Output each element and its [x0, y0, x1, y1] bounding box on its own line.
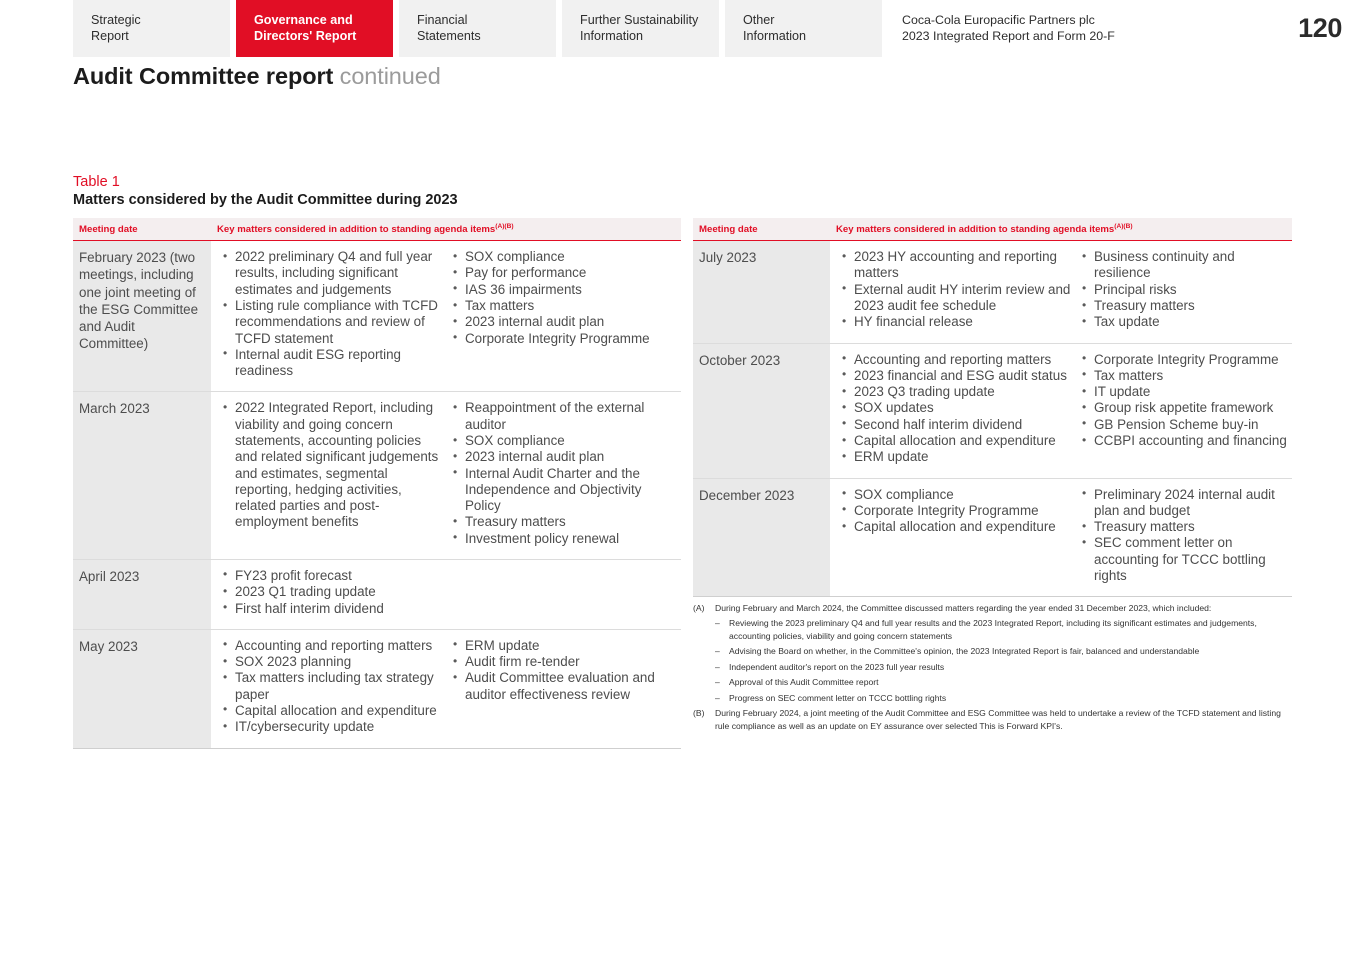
list-item: • 2023 Q1 trading update	[220, 584, 444, 600]
list-item: • Group risk appetite framework	[1079, 400, 1288, 416]
key-matters-columns	[211, 400, 677, 547]
footnote-a	[693, 602, 1293, 704]
column-header-meeting-date-right: Meeting date	[693, 218, 830, 241]
footnote-a-subitem	[693, 692, 1293, 704]
list-item: • Accounting and reporting matters	[839, 352, 1073, 368]
key-matters-columns	[830, 352, 1288, 466]
list-item: • Tax matters	[450, 298, 677, 314]
list-item: • Second half interim dividend	[839, 417, 1073, 433]
key-matters-cell	[830, 343, 1292, 478]
list-item: • Corporate Integrity Programme	[450, 331, 677, 347]
key-matters-columns	[830, 487, 1288, 585]
key-matters-list-b	[1073, 487, 1288, 585]
footnote-dash: –	[715, 646, 720, 657]
tab-financial-line2: Statements	[417, 28, 481, 43]
table-label: Table 1	[73, 174, 120, 190]
tab-governance-line2: Directors' Report	[254, 28, 357, 43]
list-item: • Audit Committee evaluation and auditor effectiveness review	[450, 670, 677, 703]
table-row	[693, 478, 1292, 597]
meeting-date-cell: October 2023	[693, 343, 830, 478]
list-item: • SOX 2023 planning	[220, 654, 444, 670]
tab-financial-line1: Financial	[417, 13, 468, 28]
table-left-head	[73, 218, 681, 241]
footnote-a-main	[693, 602, 1293, 614]
footnote-a-subitem	[693, 645, 1293, 657]
tab-governance-and-directors-report[interactable]	[236, 0, 393, 57]
list-item: • Treasury matters	[450, 514, 677, 530]
footnote-a-subitem-text: Independent auditor's report on the 2023 full year results	[729, 661, 945, 672]
meeting-date-cell: April 2023	[73, 559, 211, 629]
meeting-date-cell: December 2023	[693, 478, 830, 597]
table-row	[73, 241, 681, 392]
list-item: • First half interim dividend	[220, 601, 444, 617]
footnote-dash: –	[715, 677, 720, 688]
list-item: • 2022 preliminary Q4 and full year results, including significant estimates and judgements	[220, 249, 444, 298]
list-item: • SEC comment letter on accounting for TCCC bottling rights	[1079, 535, 1288, 584]
table-right-header-row	[693, 218, 1292, 241]
list-item: • Tax matters	[1079, 368, 1288, 384]
key-matters-list-a	[830, 249, 1073, 330]
footnote-dash: –	[715, 692, 720, 703]
table-right-head	[693, 218, 1292, 241]
footnote-a-subitem-text: Reviewing the 2023 preliminary Q4 and full year results and the 2023 Integrated Report, including its significant estimates and judgements, accounting policies, viability and going concern statements	[729, 618, 1257, 641]
list-item: • Business continuity and resilience	[1079, 249, 1288, 282]
key-matters-columns	[211, 568, 677, 617]
footnote-dash: –	[715, 618, 720, 629]
meeting-date-cell: February 2023 (two meetings, including one joint meeting of the ESG Committee and Audit Committee)	[73, 241, 211, 392]
matters-table-right	[693, 218, 1292, 597]
tab-other-information[interactable]	[725, 0, 882, 57]
page-number: 120	[1298, 13, 1342, 43]
list-item: • IT update	[1079, 384, 1288, 400]
list-item: • Principal risks	[1079, 282, 1288, 298]
key-matters-list-b	[1073, 352, 1288, 466]
footnote-a-subitem-text: Progress on SEC comment letter on TCCC bottling rights	[729, 692, 947, 703]
list-item: • Corporate Integrity Programme	[1079, 352, 1288, 368]
table-row	[73, 559, 681, 629]
matters-table-left	[73, 218, 681, 749]
list-item: • External audit HY interim review and 2023 audit fee schedule	[839, 282, 1073, 315]
tab-sustainability-line1: Further Sustainability	[580, 13, 699, 28]
list-item: • 2023 internal audit plan	[450, 314, 677, 330]
footnote-a-text: During February and March 2024, the Committee discussed matters regarding the year ended 31 December 2023, which included:	[715, 603, 1212, 613]
list-item: • Pay for performance	[450, 265, 677, 281]
list-item: • IAS 36 impairments	[450, 282, 677, 298]
key-matters-list-b	[444, 638, 677, 736]
list-item: • SOX compliance	[839, 487, 1073, 503]
footnote-dash: –	[715, 661, 720, 672]
tab-other-line2: Information	[743, 28, 806, 43]
tab-further-sustainability-information[interactable]	[562, 0, 719, 57]
key-matters-list-a	[211, 249, 444, 379]
footnote-a-subitem-text: Advising the Board on whether, in the Committee's opinion, the 2023 Integrated Report is fair, balanced and understandable	[729, 646, 1200, 657]
list-item: • SOX compliance	[450, 433, 677, 449]
tab-governance-line1: Governance and	[254, 13, 353, 28]
table-row	[73, 629, 681, 748]
key-matters-list-a	[211, 638, 444, 736]
list-item: • Capital allocation and expenditure	[839, 519, 1073, 535]
key-matters-list-a	[830, 487, 1073, 585]
tab-strategic-report-line2: Report	[91, 28, 129, 43]
footnote-b-mark: (B)	[693, 708, 705, 719]
key-matters-list-a	[830, 352, 1073, 466]
list-item: • Investment policy renewal	[450, 531, 677, 547]
footnote-a-subitem-text: Approval of this Audit Committee report	[729, 677, 879, 688]
column-header-footnote-ref-right: (A)(B)	[1114, 223, 1133, 230]
list-item: • SOX updates	[839, 400, 1073, 416]
table-left-header-row	[73, 218, 681, 241]
table-left-body	[73, 241, 681, 748]
list-item: • Tax update	[1079, 314, 1288, 330]
list-item: • 2022 Integrated Report, including viability and going concern statements, accounting policies and related significant judgements and estimates, segmental reporting, hedging activities, related parties and post-employment benefits	[220, 400, 444, 530]
list-item: • Capital allocation and expenditure	[220, 703, 444, 719]
key-matters-cell	[830, 478, 1292, 597]
page-title-main: Audit Committee report	[73, 63, 334, 89]
list-item: • Reappointment of the external auditor	[450, 400, 677, 433]
table-footnotes	[693, 602, 1293, 735]
list-item: • IT/cybersecurity update	[220, 719, 444, 735]
key-matters-list-b	[444, 249, 677, 379]
list-item: • Tax matters including tax strategy paper	[220, 670, 444, 703]
key-matters-list-b	[444, 400, 677, 547]
column-header-key-matters-right	[830, 218, 1292, 241]
footnote-b	[693, 707, 1293, 732]
list-item: • 2023 HY accounting and reporting matters	[839, 249, 1073, 282]
key-matters-cell	[211, 559, 681, 629]
list-item: • Internal Audit Charter and the Independence and Objectivity Policy	[450, 466, 677, 515]
key-matters-cell	[211, 629, 681, 748]
column-header-meeting-date-left: Meeting date	[73, 218, 211, 241]
key-matters-cell	[211, 241, 681, 392]
list-item: • GB Pension Scheme buy-in	[1079, 417, 1288, 433]
footnote-b-text: During February 2024, a joint meeting of the Audit Committee and ESG Committee was held to undertake a review of the TCFD statement and listing rule compliance as well as an update on EY assurance over selected This is Forward KPI's.	[715, 708, 1281, 731]
footnote-a-mark: (A)	[693, 603, 705, 613]
column-header-key-matters-right-text: Key matters considered in addition to standing agenda items	[836, 224, 1115, 236]
meeting-date-cell: July 2023	[693, 241, 830, 343]
meeting-date-cell: March 2023	[73, 392, 211, 560]
list-item: • 2023 Q3 trading update	[839, 384, 1073, 400]
tab-sustainability-line2: Information	[580, 28, 643, 43]
list-item: • ERM update	[450, 638, 677, 654]
key-matters-list-a	[211, 400, 444, 547]
page-title-continued: continued	[339, 63, 441, 89]
key-matters-columns	[211, 638, 677, 736]
meeting-date-cell: May 2023	[73, 629, 211, 748]
table-title: Matters considered by the Audit Committee during 2023	[73, 192, 458, 208]
footnote-a-subitem	[693, 661, 1293, 673]
key-matters-cell	[211, 392, 681, 560]
footnote-a-subitem	[693, 617, 1293, 642]
tab-other-line1: Other	[743, 13, 775, 28]
key-matters-columns	[211, 249, 677, 379]
top-navigation-bar	[0, 0, 1365, 57]
topbar-left-spacer	[0, 0, 73, 57]
key-matters-list-b	[444, 568, 677, 617]
list-item: • 2023 financial and ESG audit status	[839, 368, 1073, 384]
footnote-b-main	[693, 707, 1293, 732]
list-item: • Treasury matters	[1079, 519, 1288, 535]
list-item: • Accounting and reporting matters	[220, 638, 444, 654]
list-item: • Listing rule compliance with TCFD recommendations and review of TCFD statement	[220, 298, 444, 347]
footnote-a-subitem	[693, 676, 1293, 688]
list-item: • CCBPI accounting and financing	[1079, 433, 1288, 449]
table-right-body	[693, 241, 1292, 597]
table-row	[73, 392, 681, 560]
list-item: • 2023 internal audit plan	[450, 449, 677, 465]
list-item: • Capital allocation and expenditure	[839, 433, 1073, 449]
column-header-footnote-ref-left: (A)(B)	[495, 223, 514, 230]
key-matters-list-b	[1073, 249, 1288, 330]
key-matters-columns	[830, 249, 1288, 330]
key-matters-list-a	[211, 568, 444, 617]
list-item: • Audit firm re-tender	[450, 654, 677, 670]
list-item: • Preliminary 2024 internal audit plan and budget	[1079, 487, 1288, 520]
document-identification	[902, 13, 1115, 44]
list-item: • FY23 profit forecast	[220, 568, 444, 584]
list-item: • Internal audit ESG reporting readiness	[220, 347, 444, 380]
tab-financial-statements[interactable]	[399, 0, 556, 57]
report-name: 2023 Integrated Report and Form 20-F	[902, 28, 1115, 43]
tab-strategic-report-line1: Strategic	[91, 13, 141, 28]
list-item: • Corporate Integrity Programme	[839, 503, 1073, 519]
document-meta	[888, 0, 1365, 57]
tab-strategic-report[interactable]	[73, 0, 230, 57]
list-item: • SOX compliance	[450, 249, 677, 265]
key-matters-cell	[830, 241, 1292, 343]
company-name: Coca-Cola Europacific Partners plc	[902, 13, 1095, 27]
table-row	[693, 343, 1292, 478]
column-header-key-matters-left-text: Key matters considered in addition to standing agenda items	[217, 224, 496, 236]
column-header-key-matters-left	[211, 218, 681, 241]
page-title	[73, 63, 441, 90]
table-row	[693, 241, 1292, 343]
list-item: • ERM update	[839, 449, 1073, 465]
list-item: • HY financial release	[839, 314, 1073, 330]
list-item: • Treasury matters	[1079, 298, 1288, 314]
